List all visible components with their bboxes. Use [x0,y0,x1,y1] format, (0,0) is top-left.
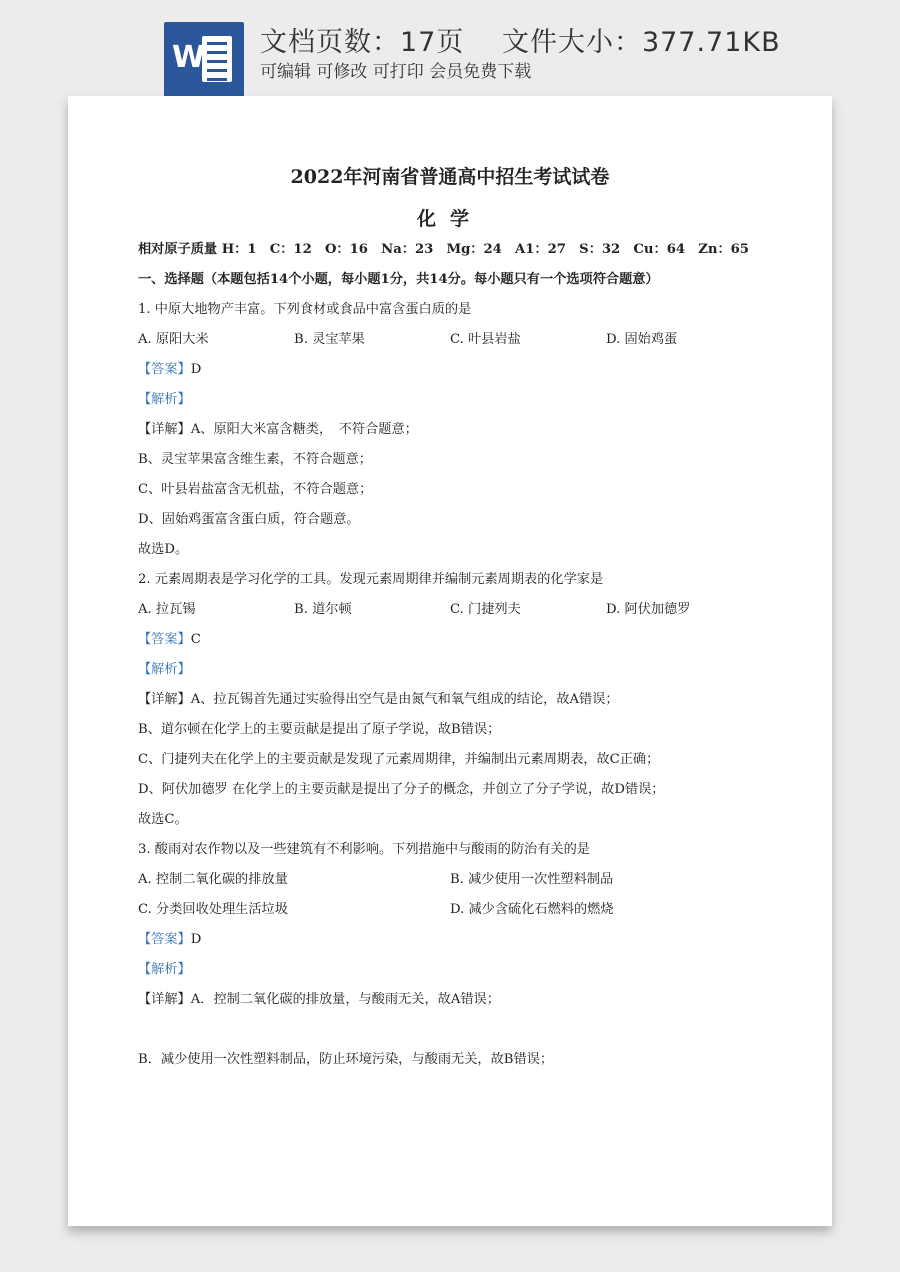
q2-detail-line: B、道尔顿在化学上的主要贡献是提出了原子学说，故B错误； [138,722,501,737]
answer-tag: 【答案】 [138,932,191,947]
file-stats: 文档页数：17页 文件大小：377.71KB [260,27,781,58]
answer-tag: 【答案】 [138,632,191,647]
q3-option-a: A. 控制二氧化碳的排放量 [138,872,288,887]
q1-detail-line: B、灵宝苹果富含维生素，不符合题意； [138,452,372,467]
q3-detail-line: B．减少使用一次性塑料制品，防止环境污染，与酸雨无关，故B错误； [138,1052,554,1067]
exam-title: 2022年河南省普通高中招生考试试卷 [290,166,610,188]
q1-analysis-tag: 【解析】 [138,392,191,407]
answer-tag: 【答案】 [138,362,191,377]
q3-detail-line: 【详解】A．控制二氧化碳的排放量，与酸雨无关，故A错误； [138,992,500,1007]
q1-conclusion: 故选D。 [138,542,189,557]
atomic-mass-line: 相对原子质量 H：1 C：12 O：16 Na：23 Mg：24 A1：27 S：32 Cu：64 Zn：65 [138,242,749,257]
q1-detail-line: 【详解】A、原阳大米富含糖类， 不符合题意； [138,422,418,437]
q2-option-c: C. 门捷列夫 [450,602,521,617]
q2-option-b: B. 道尔顿 [294,602,352,617]
q3-option-c: C. 分类回收处理生活垃圾 [138,902,288,917]
q2-detail-line: 【详解】A、拉瓦锡首先通过实验得出空气是由氮气和氧气组成的结论，故A错误； [138,692,619,707]
q1-answer [138,361,201,379]
q1-detail-line: C、叶县岩盐富含无机盐，不符合题意； [138,482,373,497]
q1-option-d: D. 固始鸡蛋 [606,332,678,347]
question-3-stem: 3. 酸雨对农作物以及一些建筑有不利影响。下列措施中与酸雨的防治有关的是 [138,842,590,857]
q3-option-b: B. 减少使用一次性塑料制品 [450,872,614,887]
answer-value: C [190,632,201,647]
detail-tag: 【详解】 [138,992,191,1007]
q2-detail-line: C、门捷列夫在化学上的主要贡献是发现了元素周期律，并编制出元素周期表，故C正确； [138,752,660,767]
section-heading: 一、选择题（本题包括14个小题，每小题1分，共14分。每小题只有一个选项符合题意） [138,272,659,287]
word-icon-letter: W [172,40,206,75]
word-document-icon [164,22,244,98]
question-2-stem: 2. 元素周期表是学习化学的工具。发现元素周期律并编制元素周期表的化学家是 [138,572,604,587]
file-info-banner [0,0,900,100]
q1-option-c: C. 叶县岩盐 [450,332,521,347]
q1-detail-line: D、固始鸡蛋富含蛋白质，符合题意。 [138,512,360,527]
q2-answer [138,631,201,649]
q3-option-d: D. 减少含硫化石燃料的燃烧 [450,902,614,917]
answer-value: D [190,932,202,947]
q2-option-a: A. 拉瓦锡 [138,602,196,617]
answer-value: D [190,362,202,377]
q1-option-a: A. 原阳大米 [138,332,209,347]
q3-analysis-tag: 【解析】 [138,962,191,977]
question-1-stem: 1. 中原大地物产丰富。下列食材或食品中富含蛋白质的是 [138,302,472,317]
subject-title: 化学 [416,208,483,230]
q2-option-d: D. 阿伏加德罗 [606,602,691,617]
q2-detail-line: D、阿伏加德罗 在化学上的主要贡献是提出了分子的概念，并创立了分子学说，故D错误； [138,782,665,797]
q2-analysis-tag: 【解析】 [138,662,191,677]
q3-answer [138,931,201,949]
detail-tag: 【详解】 [138,422,191,437]
q2-conclusion: 故选C。 [138,812,188,827]
q1-option-b: B. 灵宝苹果 [294,332,365,347]
file-features: 可编辑 可修改 可打印 会员免费下载 [260,62,532,82]
document-page [68,96,832,1226]
detail-tag: 【详解】 [138,692,191,707]
